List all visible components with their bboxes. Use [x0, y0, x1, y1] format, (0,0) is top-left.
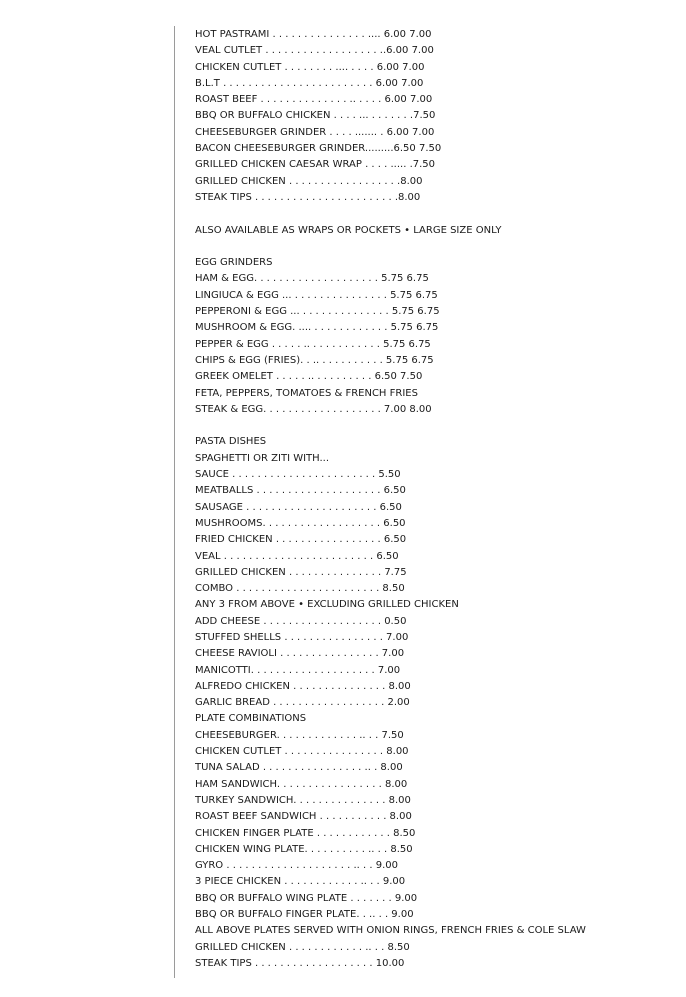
menu-item-line: STEAK TIPS . . . . . . . . . . . . . . . . . . . . . . .8.00 [195, 191, 421, 203]
menu-item-line: CHIPS & EGG (FRIES). . .. . . . . . . . . . . 5.75 6.75 [195, 354, 434, 366]
menu-item-line: STUFFED SHELLS . . . . . . . . . . . . . . . . 7.00 [195, 631, 409, 643]
grinder-list [195, 27, 665, 206]
menu-item-line: HAM SANDWICH. . . . . . . . . . . . . . . . . 8.00 [195, 778, 408, 790]
section-gap [195, 239, 665, 255]
menu-item-line: TUNA SALAD . . . . . . . . . . . . . . . . .. . 8.00 [195, 762, 403, 774]
menu-item-line: GRILLED CHICKEN . . . . . . . . . . . . .. . . 8.50 [195, 941, 410, 953]
egg-grinder-list [195, 271, 665, 418]
menu-item-line: GYRO . . . . . . . . . . . . . . . . . . . . .. . . 9.00 [195, 860, 399, 872]
menu-item-line: STEAK & EGG. . . . . . . . . . . . . . . . . . . 7.00 8.00 [195, 403, 432, 415]
menu-item-line: FETA, PEPPERS, TOMATOES & FRENCH FRIES [195, 387, 418, 399]
menu-item-line: VEAL CUTLET . . . . . . . . . . . . . . . . . . ..6.00 7.00 [195, 45, 434, 57]
egg-grinders-heading: EGG GRINDERS [195, 257, 273, 269]
menu-item-line: CHEESEBURGER. . . . . . . . . . . . . .. . . 7.50 [195, 729, 404, 741]
menu-item-line: VEAL . . . . . . . . . . . . . . . . . . . . . . . . 6.50 [195, 550, 399, 562]
menu-item-line: 3 PIECE CHICKEN . . . . . . . . . . . . .. . . 9.00 [195, 876, 406, 888]
menu-item-line: ROAST BEEF SANDWICH . . . . . . . . . . . 8.00 [195, 811, 412, 823]
left-divider-line [174, 26, 175, 978]
menu-item-line: SAUCE . . . . . . . . . . . . . . . . . . . . . . . 5.50 [195, 469, 401, 481]
menu-item-line: MEATBALLS . . . . . . . . . . . . . . . . . . . . 6.50 [195, 485, 406, 497]
menu-item-line: PEPPERONI & EGG ... . . . . . . . . . . . . . . 5.75 6.75 [195, 306, 440, 318]
pasta-subheading: SPAGHETTI OR ZITI WITH... [195, 452, 330, 464]
menu-item-line: CHICKEN FINGER PLATE . . . . . . . . . . . . 8.50 [195, 827, 416, 839]
menu-item-line: BACON CHEESEBURGER GRINDER.........6.50 7.50 [195, 143, 442, 155]
pasta-dishes-heading: PASTA DISHES [195, 436, 267, 448]
menu-item-line: GRILLED CHICKEN . . . . . . . . . . . . . . . 7.75 [195, 566, 407, 578]
wraps-note: ALSO AVAILABLE AS WRAPS OR POCKETS • LARGE SIZE ONLY [195, 224, 502, 236]
menu-item-line: STEAK TIPS . . . . . . . . . . . . . . . . . . . 10.00 [195, 957, 405, 969]
menu-item-line: BBQ OR BUFFALO CHICKEN . . . . ... . . . . . . .7.50 [195, 110, 436, 122]
menu-item-line: PLATE COMBINATIONS [195, 713, 307, 725]
menu-item-line: CHICKEN WING PLATE. . . . . . . . . . .. . . 8.50 [195, 843, 413, 855]
menu-item-line: ROAST BEEF . . . . . . . . . . . . . . .. . . . . 6.00 7.00 [195, 94, 433, 106]
section-gap [195, 418, 665, 434]
menu-item-line: ALL ABOVE PLATES SERVED WITH ONION RINGS, FRENCH FRIES & COLE SLAW [195, 925, 586, 937]
menu-item-line: FRIED CHICKEN . . . . . . . . . . . . . . . . . 6.50 [195, 534, 407, 546]
menu-item-line: LINGIUCA & EGG ... . . . . . . . . . . . . . . . 5.75 6.75 [195, 289, 438, 301]
menu-item-line: ADD CHEESE . . . . . . . . . . . . . . . . . . . 0.50 [195, 615, 407, 627]
menu-item-line: SAUSAGE . . . . . . . . . . . . . . . . . . . . . 6.50 [195, 501, 402, 513]
menu-item-line: CHEESE RAVIOLI . . . . . . . . . . . . . . . . 7.00 [195, 648, 405, 660]
menu-item-line: GRILLED CHICKEN . . . . . . . . . . . . . . . . . .8.00 [195, 175, 423, 187]
menu-item-line: COMBO . . . . . . . . . . . . . . . . . . . . . . . 8.50 [195, 583, 405, 595]
pasta-list [195, 467, 665, 972]
menu-item-line: MUSHROOM & EGG. .... . . . . . . . . . . . . 5.75 6.75 [195, 322, 439, 334]
menu-item-line: GREEK OMELET . . . . . .. . . . . . . . . . 6.50 7.50 [195, 371, 423, 383]
menu-item-line: GRILLED CHICKEN CAESAR WRAP . . . . ..... .7.50 [195, 159, 436, 171]
menu-item-line: MANICOTTI. . . . . . . . . . . . . . . . . . . . 7.00 [195, 664, 401, 676]
menu-item-line: CHEESEBURGER GRINDER . . . . ....... . 6.00 7.00 [195, 126, 435, 138]
menu-item-line: HOT PASTRAMI . . . . . . . . . . . . . . . .... 6.00 7.00 [195, 29, 432, 40]
menu-item-line: GARLIC BREAD . . . . . . . . . . . . . . . . . . 2.00 [195, 697, 410, 709]
section-gap [195, 206, 665, 222]
menu-item-line: BBQ OR BUFFALO WING PLATE . . . . . . . 9.00 [195, 892, 418, 904]
menu-item-line: CHICKEN CUTLET . . . . . . . . . . . . . . . . 8.00 [195, 746, 409, 758]
menu-item-line: MUSHROOMS. . . . . . . . . . . . . . . . . . . 6.50 [195, 517, 406, 529]
menu-item-line: PEPPER & EGG . . . . . .. . . . . . . . . . . . 5.75 6.75 [195, 338, 431, 350]
menu-item-line: ANY 3 FROM ABOVE • EXCLUDING GRILLED CHICKEN [195, 599, 459, 611]
menu-item-line: CHICKEN CUTLET . . . . . . . . .... . . . . 6.00 7.00 [195, 61, 425, 73]
menu-column [195, 27, 665, 972]
menu-item-line: HAM & EGG. . . . . . . . . . . . . . . . . . . . 5.75 6.75 [195, 273, 429, 285]
menu-item-line: TURKEY SANDWICH. . . . . . . . . . . . . . . 8.00 [195, 794, 411, 806]
menu-item-line: ALFREDO CHICKEN . . . . . . . . . . . . . . . 8.00 [195, 680, 411, 692]
menu-item-line: B.L.T . . . . . . . . . . . . . . . . . . . . . . . . 6.00 7.00 [195, 77, 424, 89]
menu-item-line: BBQ OR BUFFALO FINGER PLATE. . .. . . 9.00 [195, 909, 414, 921]
